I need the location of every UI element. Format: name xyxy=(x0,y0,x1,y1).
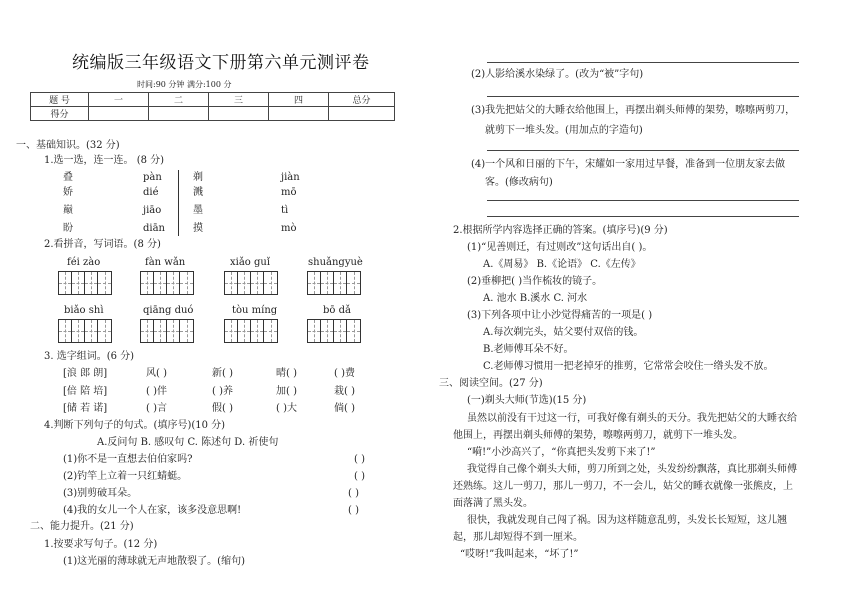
judge-item: (2)钓竿上立着一只红蜻蜓。 xyxy=(63,471,188,482)
pinyin-item: tì xyxy=(281,205,289,216)
writing-grid[interactable] xyxy=(140,319,194,343)
word-group-chars: [储 若 诺] xyxy=(63,403,108,414)
char-item: 溅 xyxy=(193,187,203,198)
writing-grid[interactable] xyxy=(224,271,278,295)
answer-line[interactable] xyxy=(487,62,799,63)
pinyin-item: jiàn xyxy=(281,172,300,183)
rewrite-item: (1)这光丽的薄球就无声地散裂了。(缩句) xyxy=(63,556,245,567)
judge-item: (1)你不是一直想去伯伯家吗? xyxy=(63,454,193,465)
char-item: 墨 xyxy=(193,205,203,216)
choice-options[interactable]: A. 池水 B.溪水 C. 河水 xyxy=(483,293,588,304)
word-blank[interactable]: ( )大 xyxy=(276,403,297,414)
score-row-label: 得分 xyxy=(31,107,89,121)
writing-grid[interactable] xyxy=(58,319,112,343)
reading-paragraph: 很快，我就发现自己闯了祸。因为这样随意乱剪，头发长长短短，这儿翘 xyxy=(467,515,787,526)
word-blank[interactable]: ( )养 xyxy=(212,386,233,397)
choice-option[interactable]: B.老师傅耳朵不好。 xyxy=(483,344,574,355)
word-blank[interactable]: 加( ) xyxy=(276,386,297,397)
answer-line[interactable] xyxy=(487,216,799,217)
rewrite-item: 客。(修改病句) xyxy=(485,177,553,188)
char-item: 娇 xyxy=(63,187,73,198)
pinyin-item: dié xyxy=(143,187,159,198)
word-group-chars: [浪 郎 朗] xyxy=(63,368,108,379)
choice-option[interactable]: A.每次剃完头，姑父要付双倍的钱。 xyxy=(483,327,644,338)
writing-grid[interactable] xyxy=(140,271,194,295)
pinyin-prompt: féi zào xyxy=(67,257,101,268)
q1-title: 1.选一选，连一连。 (8 分) xyxy=(44,155,165,166)
char-item: 剃 xyxy=(193,172,203,183)
char-item: 摸 xyxy=(193,223,203,234)
word-blank[interactable]: 新( ) xyxy=(212,368,233,379)
reading-paragraph: “嗬!”小沙高兴了，“你真把头发剪下来了!” xyxy=(467,447,656,458)
score-input-cell[interactable] xyxy=(329,107,395,121)
writing-grid[interactable] xyxy=(58,271,112,295)
pinyin-prompt: fàn wǎn xyxy=(145,257,186,268)
char-item: 盼 xyxy=(63,223,73,234)
choice-option[interactable]: C.老师傅习惯用一把老掉牙的推剪，它常常会咬住一绺头发不放。 xyxy=(483,361,774,372)
answer-blank[interactable]: ( ) xyxy=(354,471,365,482)
reading-paragraph: 还熟练。这儿一剪刀，那儿一剪刀，不一会儿，姑父的睡衣就像一张熊皮，上 xyxy=(453,481,793,492)
rewrite-item: (3)我先把姑父的大睡衣给他围上，再摆出剃头师傅的架势，嚓嚓两剪刀， xyxy=(471,105,796,116)
part2-heading: 二、能力提升。(21 分) xyxy=(30,521,134,532)
rewrite-item: 就剪下一堆头发。(用加点的字造句) xyxy=(485,125,643,136)
score-head-cell: 题 号 xyxy=(31,93,89,107)
score-input-cell[interactable] xyxy=(149,107,209,121)
judge-item: (4)我的女儿一个人在家，该多没意思啊! xyxy=(63,505,242,516)
word-blank[interactable]: 风( ) xyxy=(146,368,167,379)
reading-paragraph: “哎呀!”我叫起来，“坏了!” xyxy=(460,549,579,560)
choice-item: (1)“见善则迁，有过则改”这句话出自( )。 xyxy=(467,242,653,253)
writing-grid[interactable] xyxy=(307,271,361,295)
pinyin-item: jiāo xyxy=(143,205,162,216)
q2-1-title: 1.按要求写句子。(12 分) xyxy=(44,539,158,550)
rewrite-item: (4)一个风和日丽的下午，宋耀如一家用过早餐，准备到一位朋友家去做 xyxy=(471,159,786,170)
answer-line[interactable] xyxy=(487,150,799,151)
divider-line xyxy=(178,170,179,236)
exam-meta: 时间:90 分钟 满分:100 分 xyxy=(137,80,232,89)
part1-heading: 一、基础知识。(32 分) xyxy=(16,140,120,151)
choice-item: (2)垂柳把( )当作梳妆的镜子。 xyxy=(467,276,603,287)
reading-paragraph: 虽然以前没有干过这一行，可我好像有剃头的天分。我先把姑父的大睡衣给 xyxy=(467,413,797,424)
page-title: 统编版三年级语文下册第六单元测评卷 xyxy=(72,53,370,73)
rewrite-item: (2)人影给溪水染绿了。(改为“被”字句) xyxy=(471,69,644,80)
pinyin-item: mò xyxy=(281,223,297,234)
score-input-cell[interactable] xyxy=(209,107,269,121)
score-input-cell[interactable] xyxy=(89,107,149,121)
score-head-cell: 一 xyxy=(89,93,149,107)
word-blank[interactable]: ( )伴 xyxy=(146,386,167,397)
answer-line[interactable] xyxy=(487,200,799,201)
answer-blank[interactable]: ( ) xyxy=(354,454,365,465)
judge-item: (3)别剪破耳朵。 xyxy=(63,488,138,499)
reading-paragraph: 起，那儿却短得不到一厘米。 xyxy=(453,532,583,543)
score-input-cell[interactable] xyxy=(269,107,329,121)
word-blank[interactable]: 倘( ) xyxy=(334,403,355,414)
char-item: 巅 xyxy=(63,205,73,216)
word-blank[interactable]: 假( ) xyxy=(212,403,233,414)
reading-paragraph: 我觉得自己像个剃头大师，剪刀所到之处，头发纷纷飘落，真比那剃头师傅 xyxy=(467,464,797,475)
answer-blank[interactable]: ( ) xyxy=(348,488,359,499)
score-table-head-row xyxy=(31,93,395,107)
score-table-row xyxy=(31,107,395,121)
score-table xyxy=(30,92,395,121)
pinyin-item: mō xyxy=(281,187,297,198)
q2-2-title: 2.根据所学内容选择正确的答案。(填序号)(9 分) xyxy=(453,225,668,236)
word-blank[interactable]: 晴( ) xyxy=(276,368,297,379)
choice-options[interactable]: A.《周易》 B.《论语》 C.《左传》 xyxy=(483,259,641,270)
pinyin-prompt: tòu míng xyxy=(232,305,278,316)
q3-title: 3. 选字组词。(6 分) xyxy=(44,351,135,362)
sentence-type-options: A.反问句 B. 感叹句 C. 陈述句 D. 祈使句 xyxy=(97,437,279,448)
answer-blank[interactable]: ( ) xyxy=(348,505,359,516)
word-blank[interactable]: ( )言 xyxy=(146,403,167,414)
reading-subtitle: (一)剃头大师(节选)(15 分) xyxy=(467,395,587,406)
part3-heading: 三、阅读空间。(27 分) xyxy=(439,378,543,389)
score-head-cell: 三 xyxy=(209,93,269,107)
reading-paragraph: 面落满了黑头发。 xyxy=(453,498,533,509)
char-item: 叠 xyxy=(63,172,73,183)
pinyin-prompt: biǎo shì xyxy=(64,305,104,316)
pinyin-prompt: xiǎo guǐ xyxy=(230,257,271,268)
score-head-cell: 二 xyxy=(149,93,209,107)
word-blank[interactable]: ( )费 xyxy=(334,368,355,379)
pinyin-prompt: qiāng duó xyxy=(143,305,194,316)
pinyin-item: pàn xyxy=(143,172,162,183)
pinyin-item: diān xyxy=(143,223,166,234)
reading-paragraph: 他围上，再摆出剃头师傅的架势，嚓嚓两剪刀，就剪下一堆头发。 xyxy=(453,430,743,441)
pinyin-prompt: bō dǎ xyxy=(323,305,351,316)
word-blank[interactable]: 栽( ) xyxy=(334,386,355,397)
score-head-cell: 四 xyxy=(269,93,329,107)
q2-title: 2.看拼音，写词语。(8 分) xyxy=(44,239,161,250)
pinyin-prompt: shuǎngyuè xyxy=(308,257,363,268)
writing-grid[interactable] xyxy=(307,319,361,343)
q4-title: 4.判断下列句子的句式。(填序号)(10 分) xyxy=(44,420,226,431)
choice-item: (3)下列各项中让小沙觉得痛苦的一项是( ) xyxy=(467,310,653,321)
answer-line[interactable] xyxy=(487,96,799,97)
writing-grid[interactable] xyxy=(224,319,278,343)
score-head-cell: 总分 xyxy=(329,93,395,107)
word-group-chars: [倍 陪 培] xyxy=(63,386,108,397)
